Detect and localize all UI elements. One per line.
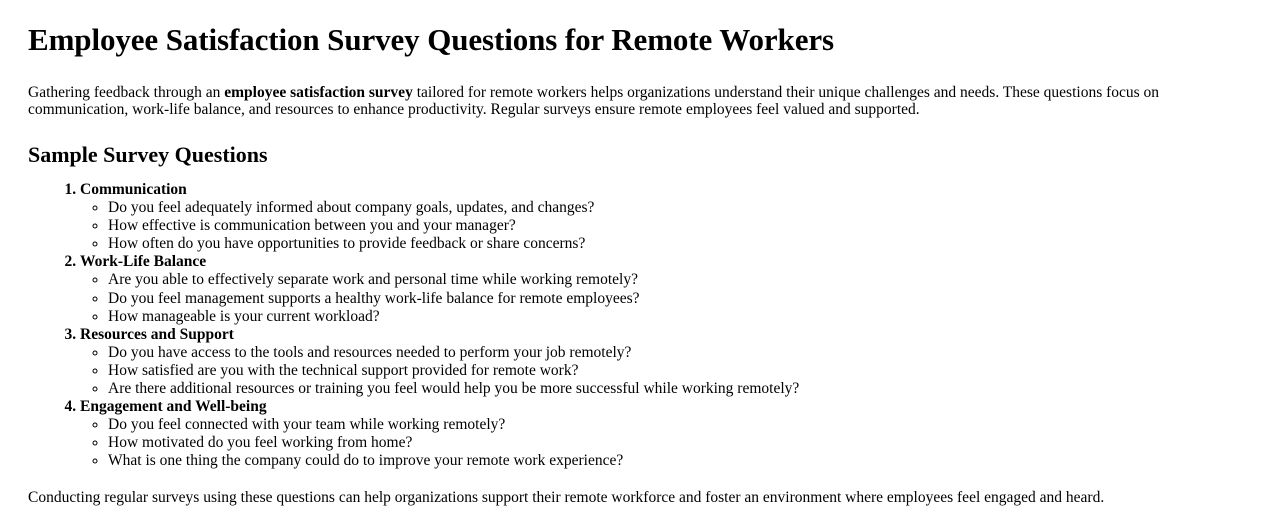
survey-question-item: ◦ Do you feel management supports a healthy work-life balance for remote employees?	[108, 290, 1250, 308]
page-title: Employee Satisfaction Survey Questions for Remote Workers	[28, 22, 834, 57]
survey-category-item	[80, 181, 1250, 253]
survey-question-item: ◦ Are there additional resources or training you feel would help you be more successful while working remotely?	[108, 380, 1250, 398]
survey-question-item: ◦ Do you have access to the tools and resources needed to perform your job remotely?	[108, 344, 1250, 362]
survey-category-item	[80, 326, 1250, 398]
survey-question-item: ◦ How motivated do you feel working from home?	[108, 434, 1250, 452]
survey-question-sublist	[80, 199, 1250, 253]
survey-category-item	[80, 398, 1250, 470]
survey-question-sublist	[80, 416, 1250, 470]
survey-question-sublist	[80, 271, 1250, 325]
survey-category-item	[80, 253, 1250, 325]
survey-category-label: Engagement and Well-being	[80, 398, 267, 416]
survey-question-item: ◦ Do you feel adequately informed about company goals, updates, and changes?	[108, 199, 1250, 217]
survey-question-item: ◦ How satisfied are you with the technical support provided for remote work?	[108, 362, 1250, 380]
survey-question-item: ◦ How often do you have opportunities to provide feedback or share concerns?	[108, 235, 1250, 253]
survey-question-list	[28, 181, 1250, 471]
intro-text-after-bold: tailored for remote workers helps organizations understand their unique challenges and needs. These questions focus on communication, work-life balance, and resources to enhance productivity. Regular surveys ensure remote employees feel valued and supported.	[28, 83, 1160, 119]
survey-category-label: Work-Life Balance	[80, 253, 207, 271]
survey-category-label: Communication	[80, 181, 187, 199]
survey-question-item: ◦ How effective is communication between you and your manager?	[108, 217, 1250, 235]
intro-paragraph	[28, 84, 1200, 119]
outro-paragraph: Conducting regular surveys using these questions can help organizations support their remote workforce and foster an environment where employees feel engaged and heard.	[28, 488, 1105, 506]
survey-question-sublist	[80, 344, 1250, 398]
survey-question-item: ◦ Are you able to effectively separate work and personal time while working remotely?	[108, 271, 1250, 289]
survey-category-label: Resources and Support	[80, 325, 234, 343]
document-page	[0, 22, 1278, 506]
survey-question-item: ◦ How manageable is your current workload?	[108, 308, 1250, 326]
survey-question-item: ◦ Do you feel connected with your team while working remotely?	[108, 416, 1250, 434]
survey-question-item: ◦ What is one thing the company could do to improve your remote work experience?	[108, 452, 1250, 470]
section-heading-sample-survey-questions: Sample Survey Questions	[28, 141, 268, 167]
intro-text-before-bold: Gathering feedback through an	[28, 83, 225, 101]
intro-bold-phrase: employee satisfaction survey	[224, 83, 413, 101]
